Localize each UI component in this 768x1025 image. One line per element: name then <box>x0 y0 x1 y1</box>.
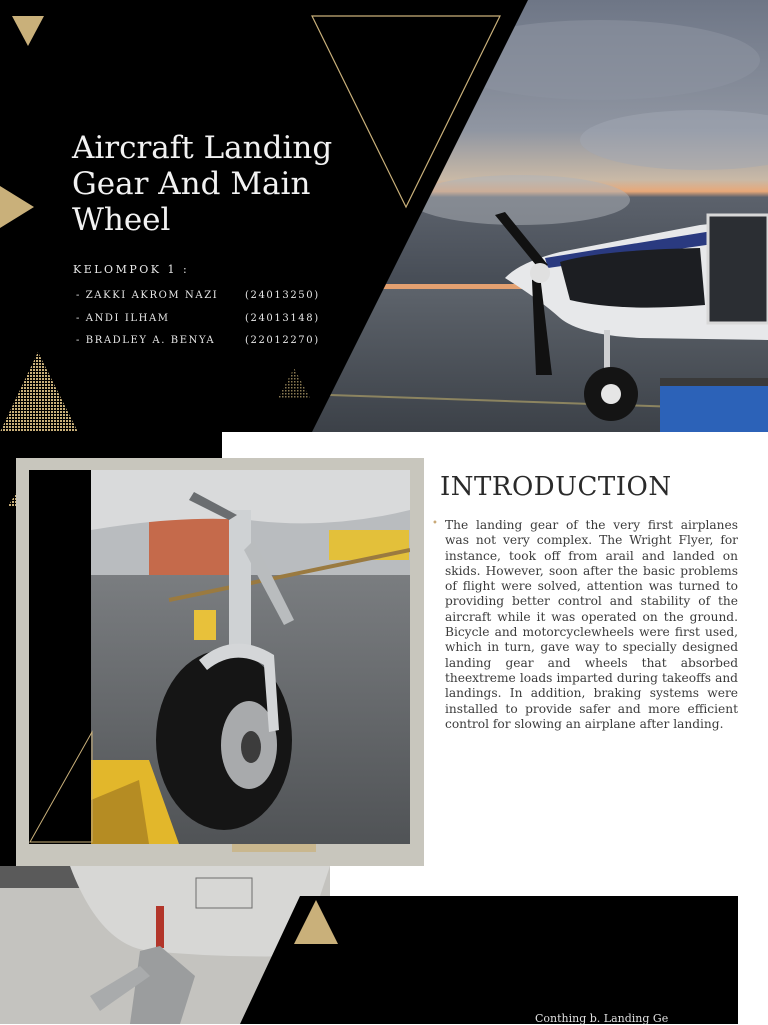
member-id: (24013148) <box>245 313 320 324</box>
member-name: - ZAKKI AKROM NAZI <box>76 290 219 301</box>
title-slide <box>0 0 768 432</box>
bullet-marker: • <box>432 518 438 529</box>
bottom-slide-caption: Conthing b. Landing Ge <box>535 1012 669 1025</box>
member-name: - ANDI ILHAM <box>76 313 170 324</box>
member-id: (24013250) <box>245 290 320 301</box>
bottom-slide <box>0 866 768 1024</box>
triangle-outline-decoration <box>30 732 92 842</box>
frame-decoration-layer <box>0 432 440 868</box>
member-name: - BRADLEY A. BENYA <box>76 335 216 346</box>
group-label: KELOMPOK 1 : <box>73 263 190 276</box>
bottom-photo <box>0 866 768 1024</box>
dotted-strip-decoration <box>232 844 316 852</box>
introduction-heading: INTRODUCTION <box>440 472 672 502</box>
member-id: (22012270) <box>245 335 320 346</box>
presentation-title: Aircraft Landing Gear And Main Wheel <box>72 130 333 238</box>
introduction-paragraph: The landing gear of the very first airplanes was not very complex. The Wright Flyer, for instance, took off from arail and landed on skids. However, soon after the basic problems of flight were solved, attention was turned to providing better control and stability of the aircraft while it was operated on the ground. Bicycle and motorcyclewheels were first used, which in turn, gave way to specially designed landing gear and wheels that absorbed theextreme loads imparted during takeoffs and landings. In addition, braking systems were installed to provide safer and more efficient control for slowing an airplane after landing. <box>445 518 738 731</box>
